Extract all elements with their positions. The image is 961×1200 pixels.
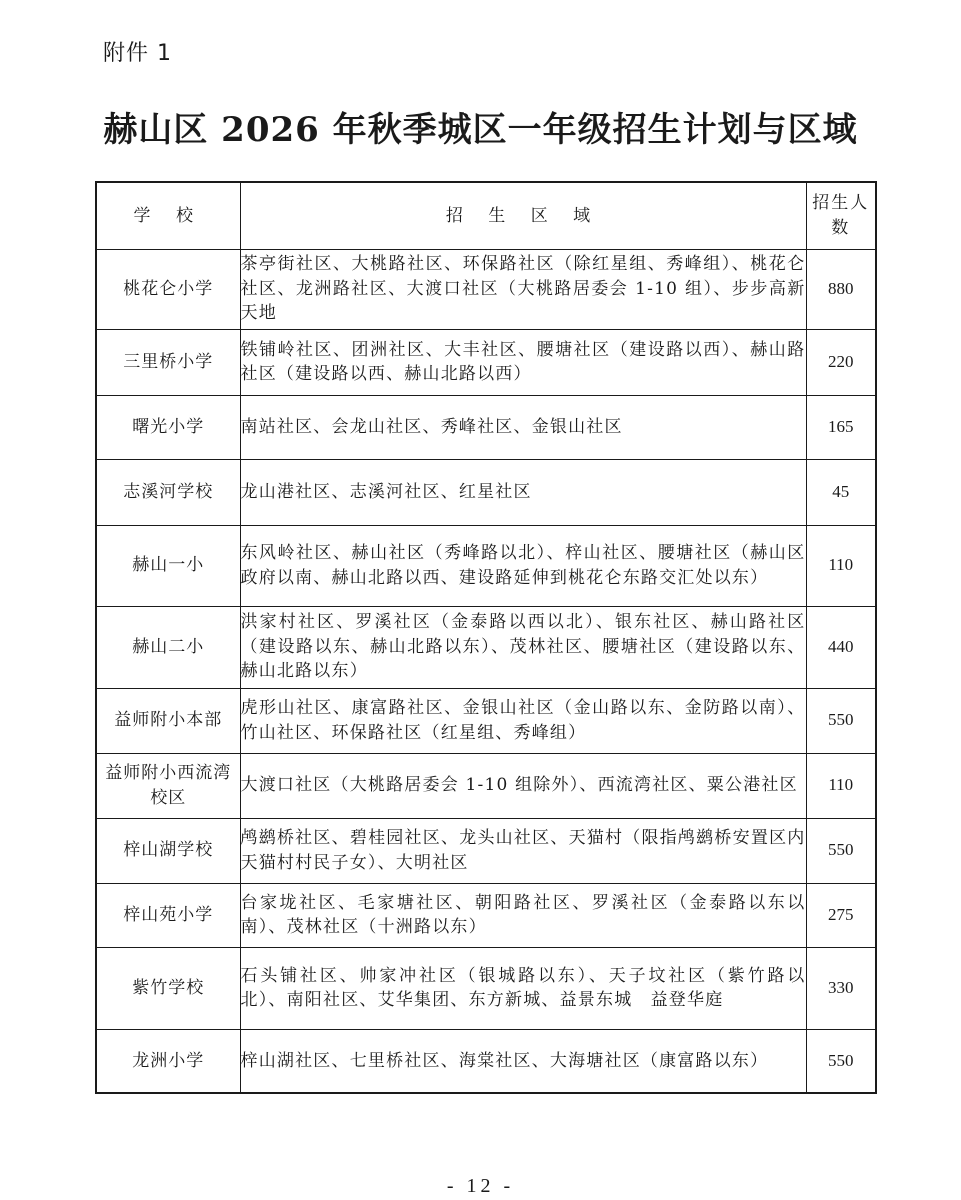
school-name: 梓山苑小学	[96, 883, 240, 947]
enrollment-count: 550	[806, 818, 876, 883]
table-row	[96, 525, 876, 606]
school-name: 桃花仑小学	[96, 249, 240, 329]
enrollment-count: 165	[806, 395, 876, 459]
enrollment-area: 石头铺社区、帅家冲社区（银城路以东）、天子坟社区（紫竹路以北）、南阳社区、艾华集团、东方新城、益景东城 益登华庭	[240, 947, 806, 1029]
school-name: 志溪河学校	[96, 459, 240, 525]
page-number: - 12 -	[446, 1175, 515, 1197]
school-name: 梓山湖学校	[96, 818, 240, 883]
enrollment-area: 龙山港社区、志溪河社区、红星社区	[240, 459, 806, 525]
enrollment-area: 铁铺岭社区、团洲社区、大丰社区、腰塘社区（建设路以西）、赫山路社区（建设路以西、赫山北路以西）	[240, 329, 806, 395]
table-row	[96, 395, 876, 459]
enrollment-area: 梓山湖社区、七里桥社区、海棠社区、大海塘社区（康富路以东）	[240, 1029, 806, 1093]
enrollment-count: 275	[806, 883, 876, 947]
table-row	[96, 606, 876, 688]
school-name: 三里桥小学	[96, 329, 240, 395]
attachment-label: 附件 1	[103, 41, 172, 66]
table-row	[96, 459, 876, 525]
page-title: 赫山区 2026 年秋季城区一年级招生计划与区域	[103, 110, 858, 150]
enrollment-count: 550	[806, 1029, 876, 1093]
enrollment-count: 45	[806, 459, 876, 525]
school-name: 赫山二小	[96, 606, 240, 688]
school-name: 益师附小西流湾校区	[96, 753, 240, 818]
table-row	[96, 818, 876, 883]
enrollment-count: 110	[806, 753, 876, 818]
enrollment-count: 440	[806, 606, 876, 688]
table-row	[96, 753, 876, 818]
table-row	[96, 1029, 876, 1093]
school-name: 曙光小学	[96, 395, 240, 459]
enrollment-area: 台家垅社区、毛家塘社区、朝阳路社区、罗溪社区（金泰路以东以南）、茂林社区（十洲路以东）	[240, 883, 806, 947]
enrollment-area: 茶亭街社区、大桃路社区、环保路社区（除红星组、秀峰组）、桃花仑社区、龙洲路社区、大渡口社区（大桃路居委会 1-10 组）、步步高新天地	[240, 249, 806, 329]
table-header-row	[96, 182, 876, 249]
table-row	[96, 883, 876, 947]
enrollment-count: 110	[806, 525, 876, 606]
header-school: 学 校	[96, 182, 240, 249]
enrollment-count: 330	[806, 947, 876, 1029]
enrollment-count: 880	[806, 249, 876, 329]
table-row	[96, 249, 876, 329]
school-name: 赫山一小	[96, 525, 240, 606]
enrollment-area: 东风岭社区、赫山社区（秀峰路以北）、梓山社区、腰塘社区（赫山区政府以南、赫山北路以西、建设路延伸到桃花仑东路交汇处以东）	[240, 525, 806, 606]
enrollment-count: 220	[806, 329, 876, 395]
enrollment-table	[95, 181, 877, 1094]
header-area: 招 生 区 域	[240, 182, 806, 249]
enrollment-area: 虎形山社区、康富路社区、金银山社区（金山路以东、金防路以南）、竹山社区、环保路社区（红星组、秀峰组）	[240, 688, 806, 753]
header-count: 招生人数	[806, 182, 876, 249]
enrollment-area: 鸬鹚桥社区、碧桂园社区、龙头山社区、天猫村（限指鸬鹚桥安置区内天猫村村民子女）、大明社区	[240, 818, 806, 883]
table-row	[96, 947, 876, 1029]
school-name: 龙洲小学	[96, 1029, 240, 1093]
school-name: 紫竹学校	[96, 947, 240, 1029]
enrollment-area: 洪家村社区、罗溪社区（金泰路以西以北）、银东社区、赫山路社区（建设路以东、赫山北路以东）、茂林社区、腰塘社区（建设路以东、赫山北路以东）	[240, 606, 806, 688]
table-row	[96, 688, 876, 753]
enrollment-area: 南站社区、会龙山社区、秀峰社区、金银山社区	[240, 395, 806, 459]
table-row	[96, 329, 876, 395]
school-name: 益师附小本部	[96, 688, 240, 753]
enrollment-count: 550	[806, 688, 876, 753]
enrollment-area: 大渡口社区（大桃路居委会 1-10 组除外）、西流湾社区、粟公港社区	[240, 753, 806, 818]
